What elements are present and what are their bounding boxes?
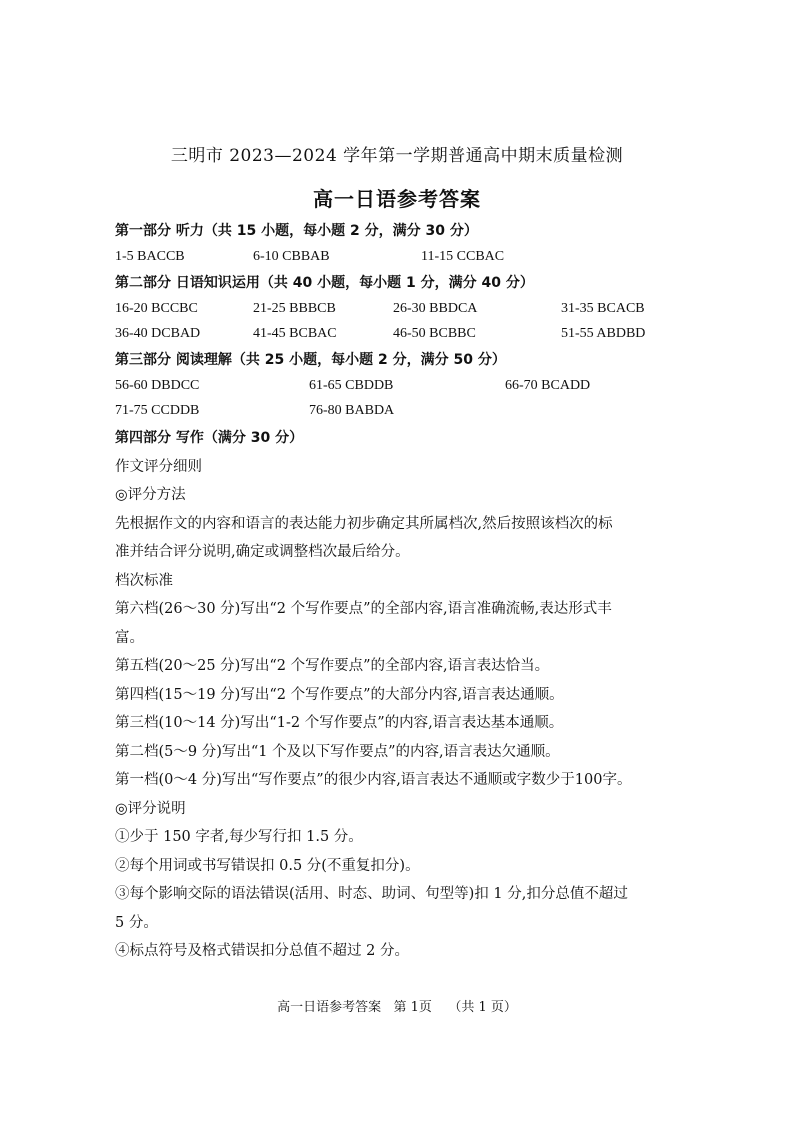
answer-group: 1-5 BACCB [115, 249, 185, 264]
level-4: 第四档(15～19 分)写出“2 个写作要点”的大部分内容,语言表达通顺。 [115, 686, 564, 703]
part3-answers-row-1 [115, 373, 700, 399]
levels-title: 档次标准 [115, 572, 173, 589]
part1-answers [115, 244, 700, 270]
method-title: ◎评分方法 [115, 487, 186, 503]
level-2: 第二档(5～9 分)写出“1 个及以下写作要点”的内容,语言表达欠通顺。 [115, 743, 560, 760]
part1-heading: 第一部分 听力（共 15 小题，每小题 2 分，满分 30 分） [115, 223, 478, 239]
note-4: ④标点符号及格式错误扣分总值不超过 2 分。 [115, 943, 409, 959]
level-6-continued: 富。 [115, 629, 144, 646]
part2-answers-row-1 [115, 296, 700, 322]
answer-group: 36-40 DCBAD [115, 326, 201, 341]
part3-heading: 第三部分 阅读理解（共 25 小题，每小题 2 分，满分 50 分） [115, 351, 506, 368]
note-3: ③每个影响交际的语法错误(活用、时态、助词、句型等)扣 1 分,扣分总值不超过 [115, 886, 628, 902]
answer-group: 16-20 BCCBC [115, 300, 198, 316]
answer-group: 51-55 ABDBD [561, 326, 646, 341]
answer-group: 21-25 BBBCB [253, 300, 336, 316]
answer-group: 6-10 CBBAB [253, 249, 330, 264]
answer-group: 71-75 CCDDB [115, 403, 200, 418]
answer-group: 61-65 CBDDB [309, 377, 394, 393]
answer-content [115, 218, 700, 966]
level-3: 第三档(10～14 分)写出“1-2 个写作要点”的内容,语言表达基本通顺。 [115, 715, 564, 731]
method-text-line: 准并结合评分说明,确定或调整档次最后给分。 [115, 544, 410, 560]
answer-group: 26-30 BBDCA [393, 300, 478, 316]
rubric-title: 作文评分细则 [115, 458, 202, 475]
part2-answers-row-2 [115, 321, 700, 347]
answer-group: 31-35 BCACB [561, 300, 645, 316]
exam-title: 三明市 2023—2024 学年第一学期普通高中期末质量检测 [170, 146, 624, 166]
answer-group: 56-60 DBDCC [115, 377, 200, 393]
level-5: 第五档(20～25 分)写出“2 个写作要点”的全部内容,语言表达恰当。 [115, 658, 550, 674]
answer-group: 76-80 BABDA [309, 403, 395, 418]
note-3-continued: 5 分。 [115, 914, 158, 931]
part3-answers-row-2 [115, 398, 700, 424]
part4-heading: 第四部分 写作（满分 30 分） [115, 429, 304, 446]
answer-group: 46-50 BCBBC [393, 326, 476, 341]
page-footer: 高一日语参考答案 第 1页 （共 1 页） [277, 1000, 517, 1015]
level-1: 第一档(0～4 分)写出“写作要点”的很少内容,语言表达不通顺或字数少于100字。 [115, 772, 632, 788]
level-6: 第六档(26～30 分)写出“2 个写作要点”的全部内容,语言准确流畅,表达形式丰 [115, 601, 612, 617]
answer-group: 11-15 CCBAC [421, 249, 505, 264]
answer-group: 41-45 BCBAC [253, 326, 337, 341]
part2-heading: 第二部分 日语知识运用（共 40 小题，每小题 1 分，满分 40 分） [115, 274, 534, 291]
note-1: ①少于 150 字者,每少写行扣 1.5 分。 [115, 829, 363, 845]
notes-title: ◎评分说明 [115, 800, 186, 817]
method-text-line: 先根据作文的内容和语言的表达能力初步确定其所属档次,然后按照该档次的标 [115, 515, 613, 532]
document-title: 高一日语参考答案 [313, 187, 481, 211]
note-2: ②每个用词或书写错误扣 0.5 分(不重复扣分)。 [115, 857, 420, 874]
answer-group: 66-70 BCADD [505, 377, 591, 393]
